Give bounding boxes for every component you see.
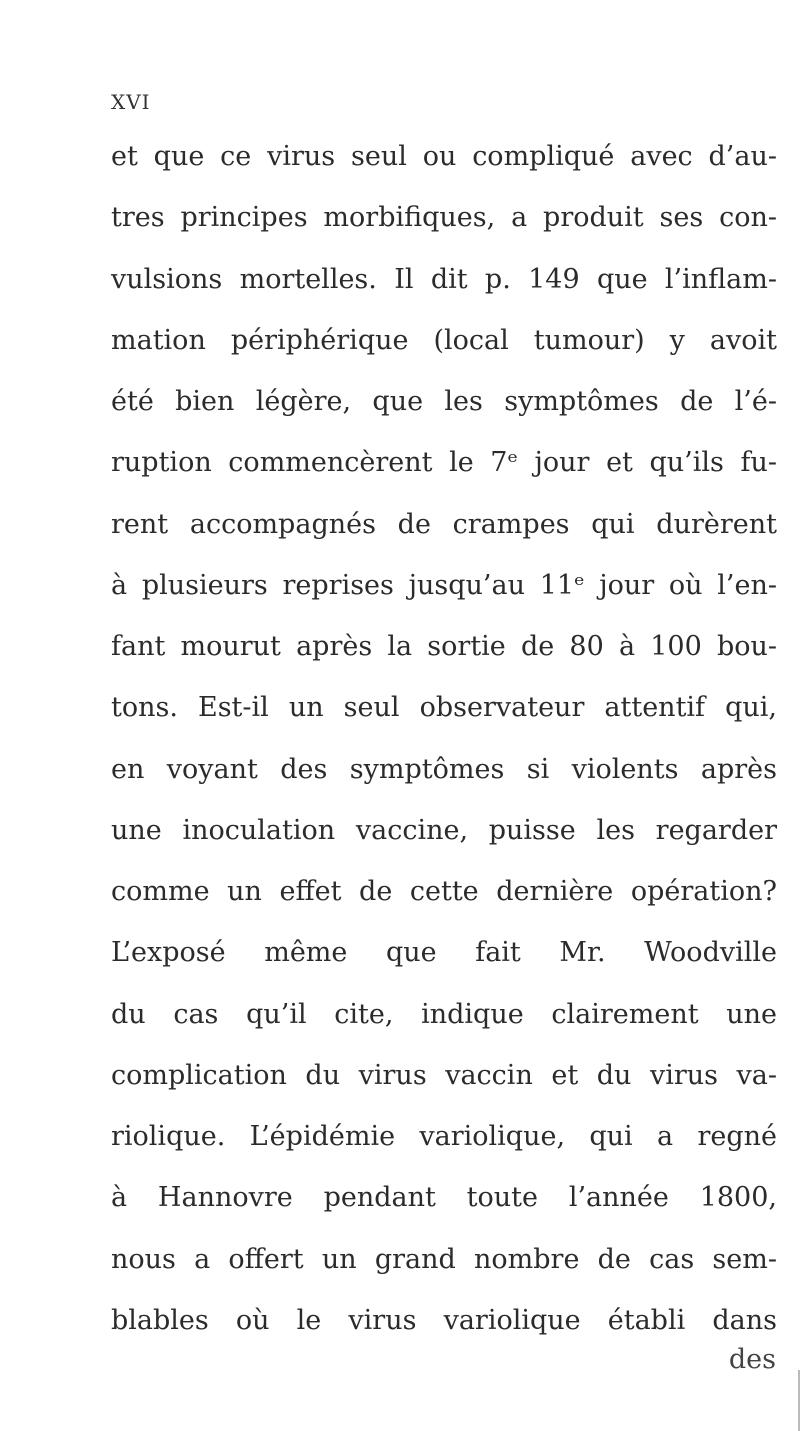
text-line: et que ce virus seul ou compliqué avec d’au- [111, 141, 777, 172]
text-line: rent accompagnés de crampes qui durèrent [111, 508, 777, 540]
body-text [111, 126, 777, 1351]
text-line: L’exposé même que fait Mr. Woodville [111, 937, 777, 969]
text-line: à plusieurs reprises jusqu’au 11ᵉ jour où l’en- [111, 569, 777, 601]
text-line: blables où le virus variolique établi dans [111, 1304, 777, 1336]
text-line: nous a offert un grand nombre de cas sem- [111, 1243, 777, 1275]
text-line: une inoculation vaccine, puisse les regarder [111, 814, 777, 846]
catchword: des [728, 1344, 776, 1375]
text-line: tres principes morbifiques, a produit ses con- [111, 202, 777, 234]
text-line: tons. Est-il un seul observateur attentif qui, [111, 692, 777, 724]
text-line: été bien légère, que les symptômes de l’é- [111, 386, 777, 417]
text-line: fant mourut après la sortie de 80 à 100 bou- [111, 631, 777, 662]
text-line: ruption commencèrent le 7ᵉ jour et qu’ils fu- [111, 447, 777, 479]
text-line: du cas qu’il cite, indique clairement une [111, 998, 777, 1030]
page-number: XVI [111, 90, 151, 114]
text-line: comme un effet de cette dernière opération? [111, 876, 777, 907]
text-line: à Hannovre pendant toute l’année 1800, [111, 1182, 777, 1214]
text-line: en voyant des symptômes si violents après [111, 753, 777, 785]
text-line: riolique. L’épidémie variolique, qui a regné [111, 1121, 777, 1152]
text-line: mation périphérique (local tumour) y avoit [111, 324, 777, 356]
text-line: complication du virus vaccin et du virus va- [111, 1059, 777, 1091]
text-line: vulsions mortelles. Il dit p. 149 que l’inflam- [111, 263, 777, 295]
